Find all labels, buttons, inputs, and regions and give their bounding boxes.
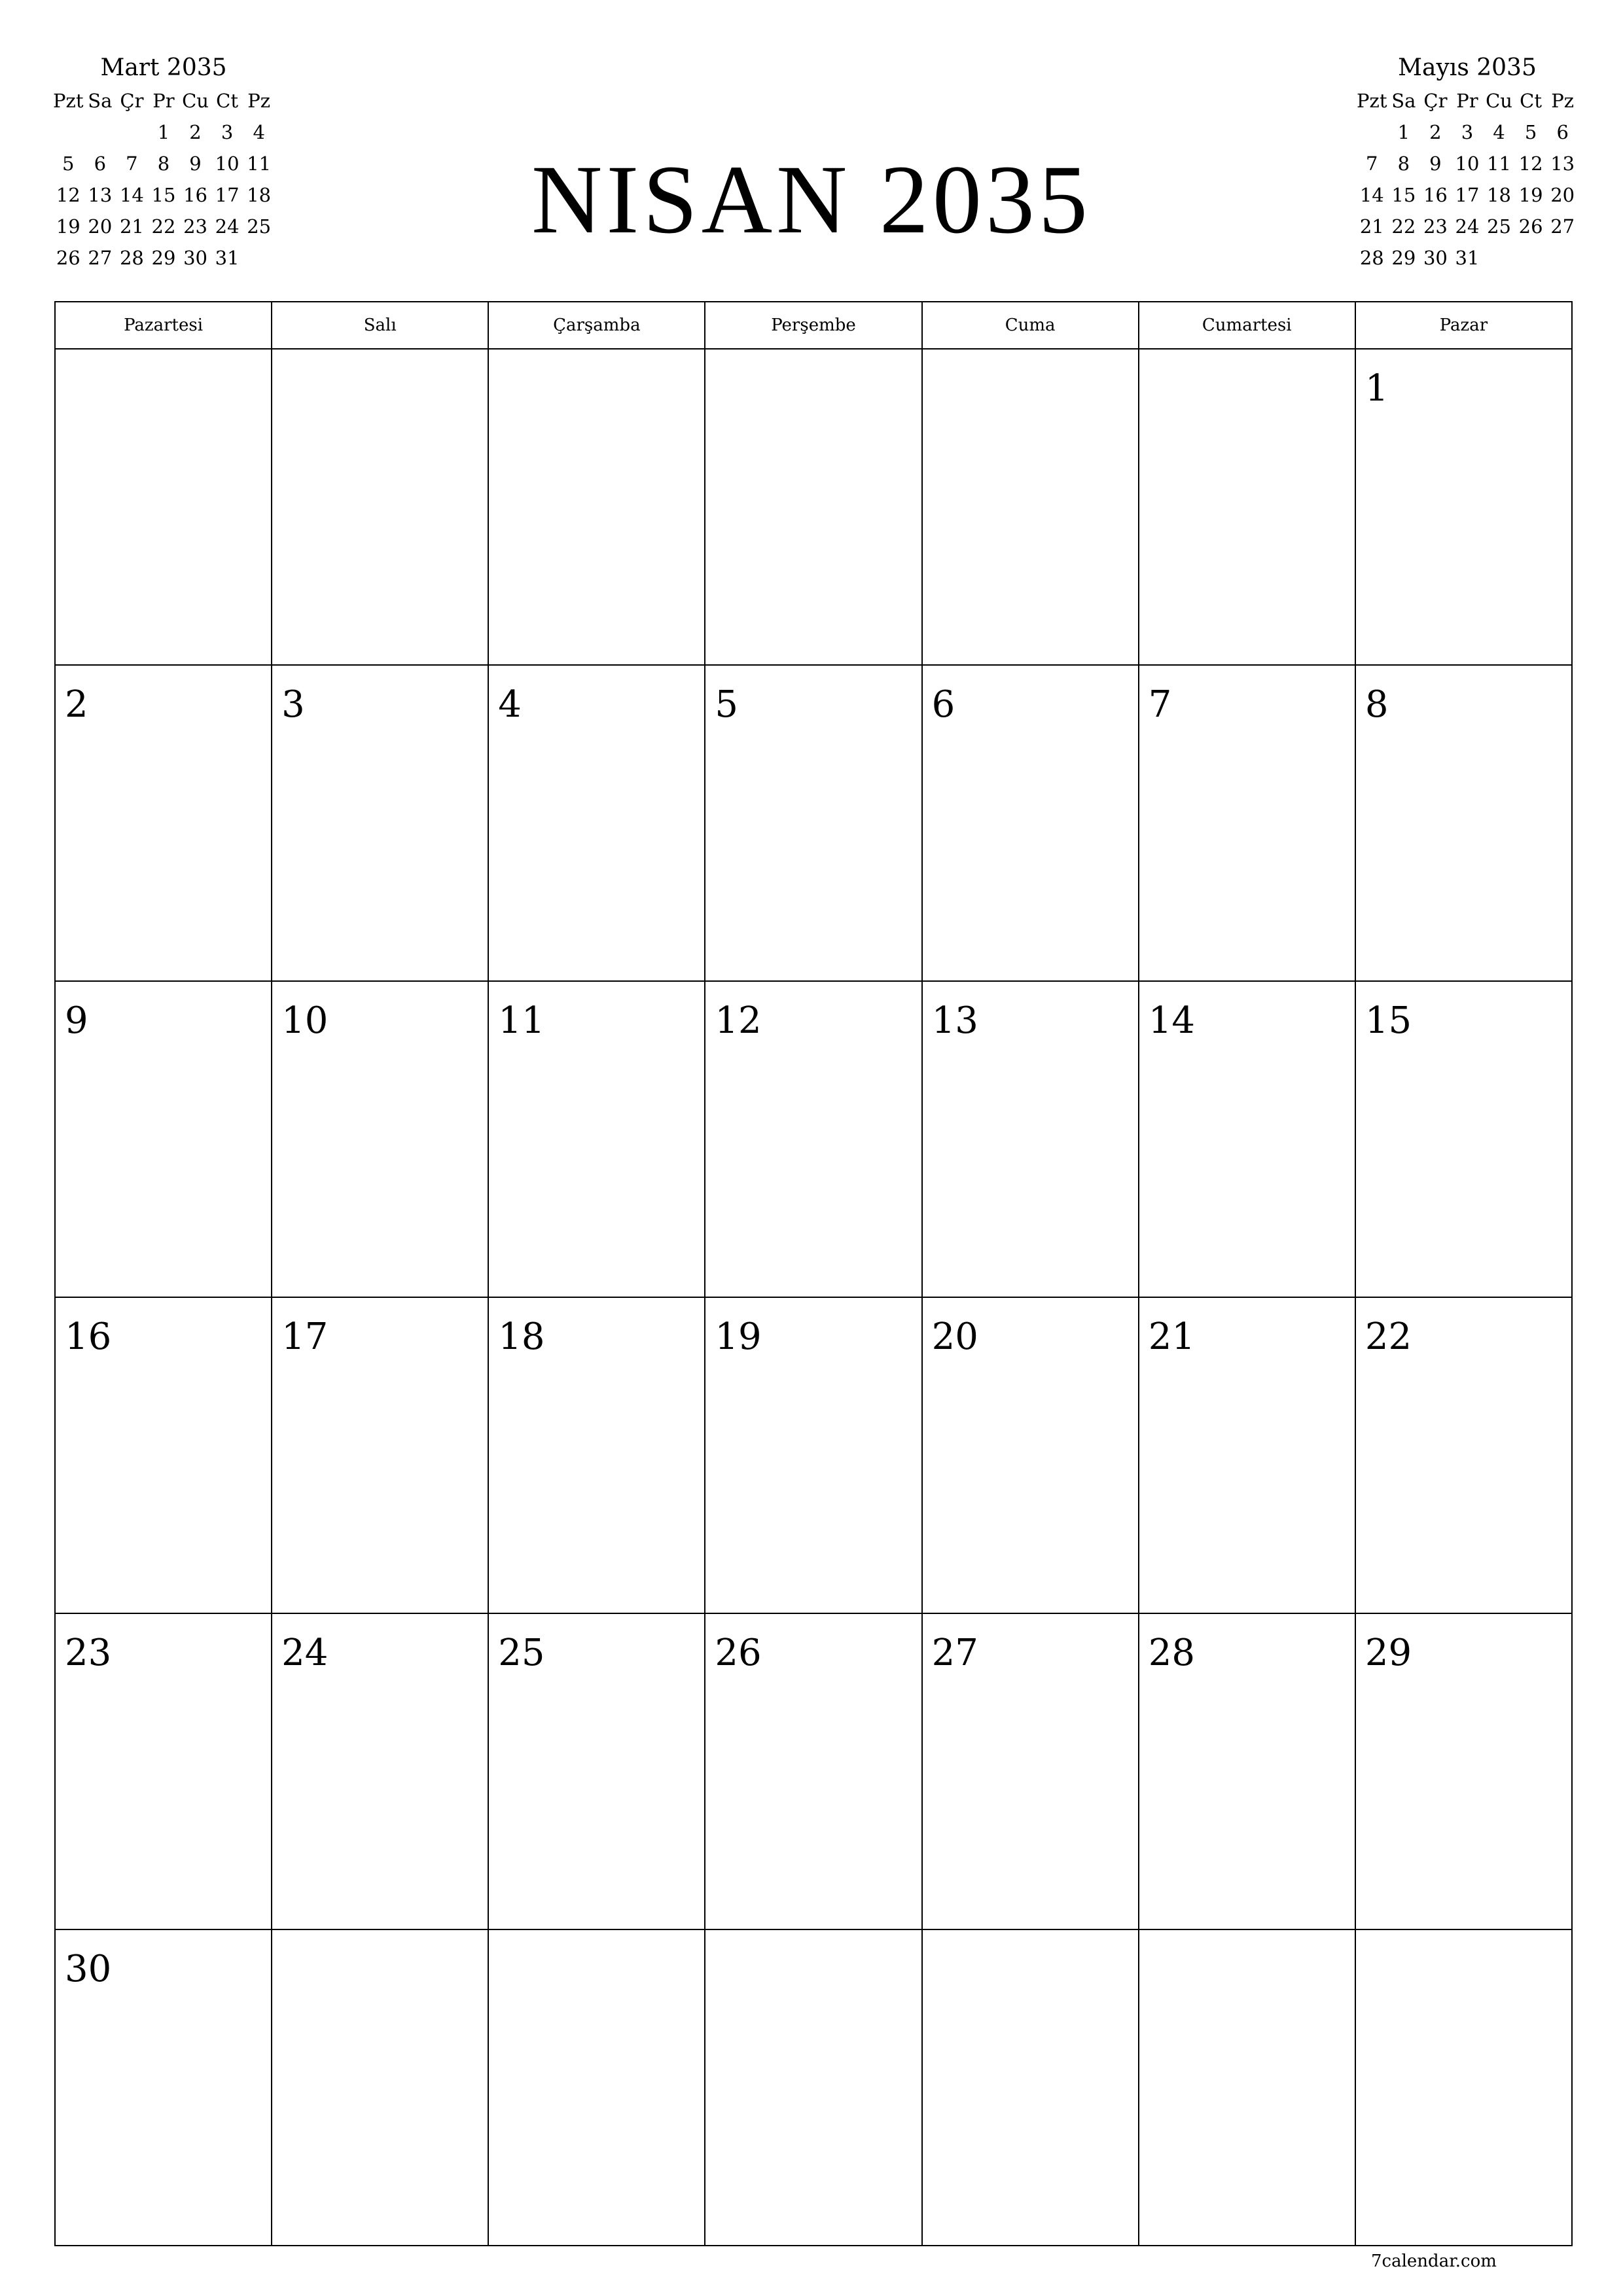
day-number: 17 bbox=[281, 1316, 329, 1358]
day-number: 30 bbox=[65, 1948, 112, 1990]
day-number: 7 bbox=[1148, 683, 1172, 726]
day-cell[interactable] bbox=[272, 1613, 488, 1929]
day-number: 10 bbox=[281, 999, 329, 1042]
mini-weekday-label: Çr bbox=[1423, 90, 1448, 112]
weekday-header: Cumartesi bbox=[1139, 302, 1355, 349]
day-number: 9 bbox=[65, 999, 88, 1042]
day-cell[interactable] bbox=[272, 665, 488, 981]
day-cell[interactable] bbox=[55, 981, 272, 1297]
day-number: 13 bbox=[931, 999, 978, 1042]
mini-day-cell: 4 bbox=[1493, 121, 1505, 143]
mini-day-cell: 17 bbox=[1455, 184, 1480, 206]
day-cell[interactable] bbox=[1139, 1613, 1355, 1929]
mini-day-cell: 19 bbox=[56, 215, 80, 238]
mini-day-cell: 25 bbox=[247, 215, 272, 238]
mini-day-cell bbox=[1356, 117, 1388, 148]
mini-day-cell: 6 bbox=[1556, 121, 1569, 143]
day-cell[interactable] bbox=[1355, 1297, 1572, 1613]
day-number: 18 bbox=[498, 1316, 545, 1358]
month-grid bbox=[54, 301, 1573, 2246]
mini-day-cell: 2 bbox=[189, 121, 202, 143]
mini-day-cell: 14 bbox=[119, 184, 144, 206]
day-number: 24 bbox=[281, 1632, 329, 1674]
mini-day-cell: 29 bbox=[151, 247, 176, 269]
mini-day-cell: 16 bbox=[183, 184, 207, 206]
day-cell[interactable] bbox=[705, 1929, 921, 2246]
mini-day-cell bbox=[1483, 242, 1515, 274]
day-cell[interactable] bbox=[55, 1297, 272, 1613]
day-cell[interactable] bbox=[1139, 349, 1355, 665]
day-number: 19 bbox=[715, 1316, 762, 1358]
day-number: 20 bbox=[931, 1316, 978, 1358]
mini-day-cell: 23 bbox=[1423, 215, 1448, 238]
day-number: 2 bbox=[65, 683, 88, 726]
mini-day-cell: 28 bbox=[1359, 247, 1384, 269]
mini-day-cell: 24 bbox=[1455, 215, 1480, 238]
mini-day-cell: 12 bbox=[1518, 152, 1543, 175]
mini-day-cell: 13 bbox=[88, 184, 113, 206]
week-row bbox=[55, 349, 1572, 665]
day-number: 5 bbox=[715, 683, 739, 726]
day-number: 22 bbox=[1364, 1316, 1412, 1358]
mini-day-cell: 19 bbox=[1518, 184, 1543, 206]
day-number: 11 bbox=[498, 999, 545, 1042]
mini-day-cell: 9 bbox=[1429, 152, 1442, 175]
day-cell[interactable] bbox=[1355, 1929, 1572, 2246]
weekday-header: Perşembe bbox=[705, 302, 921, 349]
day-cell[interactable] bbox=[705, 1297, 921, 1613]
day-number: 27 bbox=[931, 1632, 978, 1674]
day-cell[interactable] bbox=[1355, 349, 1572, 665]
mini-day-cell: 20 bbox=[1550, 184, 1575, 206]
mini-day-cell: 13 bbox=[1550, 152, 1575, 175]
day-cell[interactable] bbox=[1139, 1929, 1355, 2246]
mini-day-cell: 22 bbox=[1391, 215, 1416, 238]
mini-day-cell: 12 bbox=[56, 184, 80, 206]
mini-day-cell: 21 bbox=[1359, 215, 1384, 238]
day-cell[interactable] bbox=[1139, 665, 1355, 981]
mini-day-cell: 5 bbox=[1524, 121, 1537, 143]
weekday-header: Çarşamba bbox=[488, 302, 705, 349]
mini-day-cell: 16 bbox=[1423, 184, 1448, 206]
mini-week-row bbox=[1356, 117, 1578, 148]
day-cell[interactable] bbox=[488, 1613, 705, 1929]
mini-weekday-label: Sa bbox=[1391, 90, 1416, 112]
day-cell[interactable] bbox=[705, 665, 921, 981]
mini-day-cell: 30 bbox=[1423, 247, 1448, 269]
day-number: 14 bbox=[1148, 999, 1195, 1042]
mini-day-cell: 11 bbox=[1487, 152, 1511, 175]
mini-day-cell bbox=[1515, 242, 1547, 274]
mini-day-cell bbox=[1546, 242, 1578, 274]
mini-day-cell: 18 bbox=[247, 184, 272, 206]
mini-weekday-label: Pr bbox=[1456, 90, 1478, 112]
weekday-header: Pazar bbox=[1355, 302, 1572, 349]
mini-weekday-label: Pzt bbox=[53, 90, 84, 112]
day-cell[interactable] bbox=[272, 349, 488, 665]
mini-day-cell: 3 bbox=[221, 121, 234, 143]
mini-day-cell: 26 bbox=[56, 247, 80, 269]
mini-weekday-label: Ct bbox=[216, 90, 239, 112]
mini-day-cell: 10 bbox=[215, 152, 240, 175]
mini-day-cell: 1 bbox=[1397, 121, 1410, 143]
day-cell[interactable] bbox=[272, 1297, 488, 1613]
day-cell[interactable] bbox=[1355, 1613, 1572, 1929]
day-number: 12 bbox=[715, 999, 762, 1042]
mini-day-cell: 7 bbox=[1366, 152, 1378, 175]
day-number: 16 bbox=[65, 1316, 112, 1358]
mini-weekday-label: Cu bbox=[182, 90, 209, 112]
mini-day-cell: 4 bbox=[253, 121, 265, 143]
week-row bbox=[55, 1297, 1572, 1613]
day-cell[interactable] bbox=[705, 1613, 921, 1929]
mini-calendar-next-month bbox=[1356, 51, 1578, 274]
mini-weekday-label: Pz bbox=[1551, 90, 1575, 112]
day-cell[interactable] bbox=[1355, 981, 1572, 1297]
mini-day-cell: 24 bbox=[215, 215, 240, 238]
day-cell[interactable] bbox=[922, 1613, 1139, 1929]
mini-day-cell: 5 bbox=[62, 152, 75, 175]
mini-weekday-label: Sa bbox=[88, 90, 113, 112]
week-row bbox=[55, 1929, 1572, 2246]
day-cell[interactable] bbox=[1139, 1297, 1355, 1613]
day-cell[interactable] bbox=[55, 665, 272, 981]
mini-day-cell: 14 bbox=[1359, 184, 1384, 206]
day-cell[interactable] bbox=[55, 1613, 272, 1929]
mini-day-cell: 3 bbox=[1461, 121, 1474, 143]
mini-calendar-table bbox=[1356, 85, 1578, 274]
mini-day-cell: 23 bbox=[183, 215, 207, 238]
mini-week-row bbox=[1356, 179, 1578, 211]
mini-day-cell: 15 bbox=[151, 184, 176, 206]
day-number: 28 bbox=[1148, 1632, 1195, 1674]
mini-day-cell: 1 bbox=[157, 121, 170, 143]
mini-calendar-title: Mayıs 2035 bbox=[1398, 54, 1537, 81]
day-cell[interactable] bbox=[272, 981, 488, 1297]
day-cell[interactable] bbox=[272, 1929, 488, 2246]
day-cell[interactable] bbox=[922, 1929, 1139, 2246]
mini-day-cell: 18 bbox=[1487, 184, 1511, 206]
mini-day-cell: 26 bbox=[1518, 215, 1543, 238]
mini-day-cell: 27 bbox=[1550, 215, 1575, 238]
mini-weekday-label: Cu bbox=[1486, 90, 1512, 112]
mini-day-cell: 6 bbox=[94, 152, 107, 175]
mini-day-cell: 9 bbox=[189, 152, 202, 175]
day-number: 8 bbox=[1364, 683, 1389, 726]
weekday-header: Salı bbox=[272, 302, 488, 349]
page-title: NISAN 2035 bbox=[531, 145, 1092, 254]
mini-weekday-label: Çr bbox=[120, 90, 144, 112]
day-cell[interactable] bbox=[55, 1929, 272, 2246]
mini-day-cell: 30 bbox=[183, 247, 207, 269]
day-number: 6 bbox=[931, 683, 955, 726]
day-cell[interactable] bbox=[922, 1297, 1139, 1613]
day-cell[interactable] bbox=[488, 665, 705, 981]
mini-day-cell: 31 bbox=[1455, 247, 1480, 269]
day-cell[interactable] bbox=[488, 1297, 705, 1613]
mini-day-cell: 8 bbox=[1397, 152, 1410, 175]
mini-day-cell: 29 bbox=[1391, 247, 1416, 269]
mini-day-cell: 17 bbox=[215, 184, 240, 206]
mini-weekday-label: Pzt bbox=[1357, 90, 1387, 112]
day-cell[interactable] bbox=[55, 349, 272, 665]
day-cell[interactable] bbox=[488, 1929, 705, 2246]
mini-week-row bbox=[1356, 242, 1578, 274]
mini-day-cell: 25 bbox=[1487, 215, 1511, 238]
weekday-header: Pazartesi bbox=[55, 302, 272, 349]
mini-day-cell: 28 bbox=[119, 247, 144, 269]
mini-day-cell: 20 bbox=[88, 215, 113, 238]
mini-calendar-title: Mart 2035 bbox=[100, 54, 227, 81]
day-cell[interactable] bbox=[922, 349, 1139, 665]
mini-week-row bbox=[1356, 148, 1578, 179]
week-row bbox=[55, 1613, 1572, 1929]
day-number: 15 bbox=[1364, 999, 1412, 1042]
day-number: 26 bbox=[715, 1632, 762, 1674]
day-cell[interactable] bbox=[705, 981, 921, 1297]
week-row bbox=[55, 665, 1572, 981]
mini-day-cell: 31 bbox=[215, 247, 240, 269]
day-number: 29 bbox=[1364, 1632, 1412, 1674]
weekday-header: Cuma bbox=[922, 302, 1139, 349]
day-cell[interactable] bbox=[488, 981, 705, 1297]
site-credit: 7calendar.com bbox=[1371, 2251, 1497, 2271]
day-cell[interactable] bbox=[1139, 981, 1355, 1297]
day-cell[interactable] bbox=[922, 981, 1139, 1297]
day-number: 1 bbox=[1364, 367, 1389, 410]
day-number: 3 bbox=[281, 683, 305, 726]
mini-weekday-label: Pz bbox=[247, 90, 271, 112]
day-number: 4 bbox=[498, 683, 522, 726]
mini-day-cell: 8 bbox=[157, 152, 170, 175]
day-number: 23 bbox=[65, 1632, 112, 1674]
day-cell[interactable] bbox=[488, 349, 705, 665]
day-cell[interactable] bbox=[1355, 665, 1572, 981]
mini-day-cell: 10 bbox=[1455, 152, 1480, 175]
day-cell[interactable] bbox=[922, 665, 1139, 981]
mini-day-cell: 27 bbox=[88, 247, 113, 269]
mini-week-row bbox=[1356, 211, 1578, 242]
week-row bbox=[55, 981, 1572, 1297]
mini-day-cell: 22 bbox=[151, 215, 176, 238]
day-cell[interactable] bbox=[705, 349, 921, 665]
day-number: 21 bbox=[1148, 1316, 1195, 1358]
mini-weekday-label: Pr bbox=[152, 90, 175, 112]
day-number: 25 bbox=[498, 1632, 545, 1674]
mini-day-cell: 21 bbox=[119, 215, 144, 238]
mini-day-cell: 7 bbox=[126, 152, 138, 175]
mini-weekday-label: Ct bbox=[1520, 90, 1543, 112]
mini-day-cell: 2 bbox=[1429, 121, 1442, 143]
mini-day-cell: 11 bbox=[247, 152, 272, 175]
mini-day-cell: 15 bbox=[1391, 184, 1416, 206]
